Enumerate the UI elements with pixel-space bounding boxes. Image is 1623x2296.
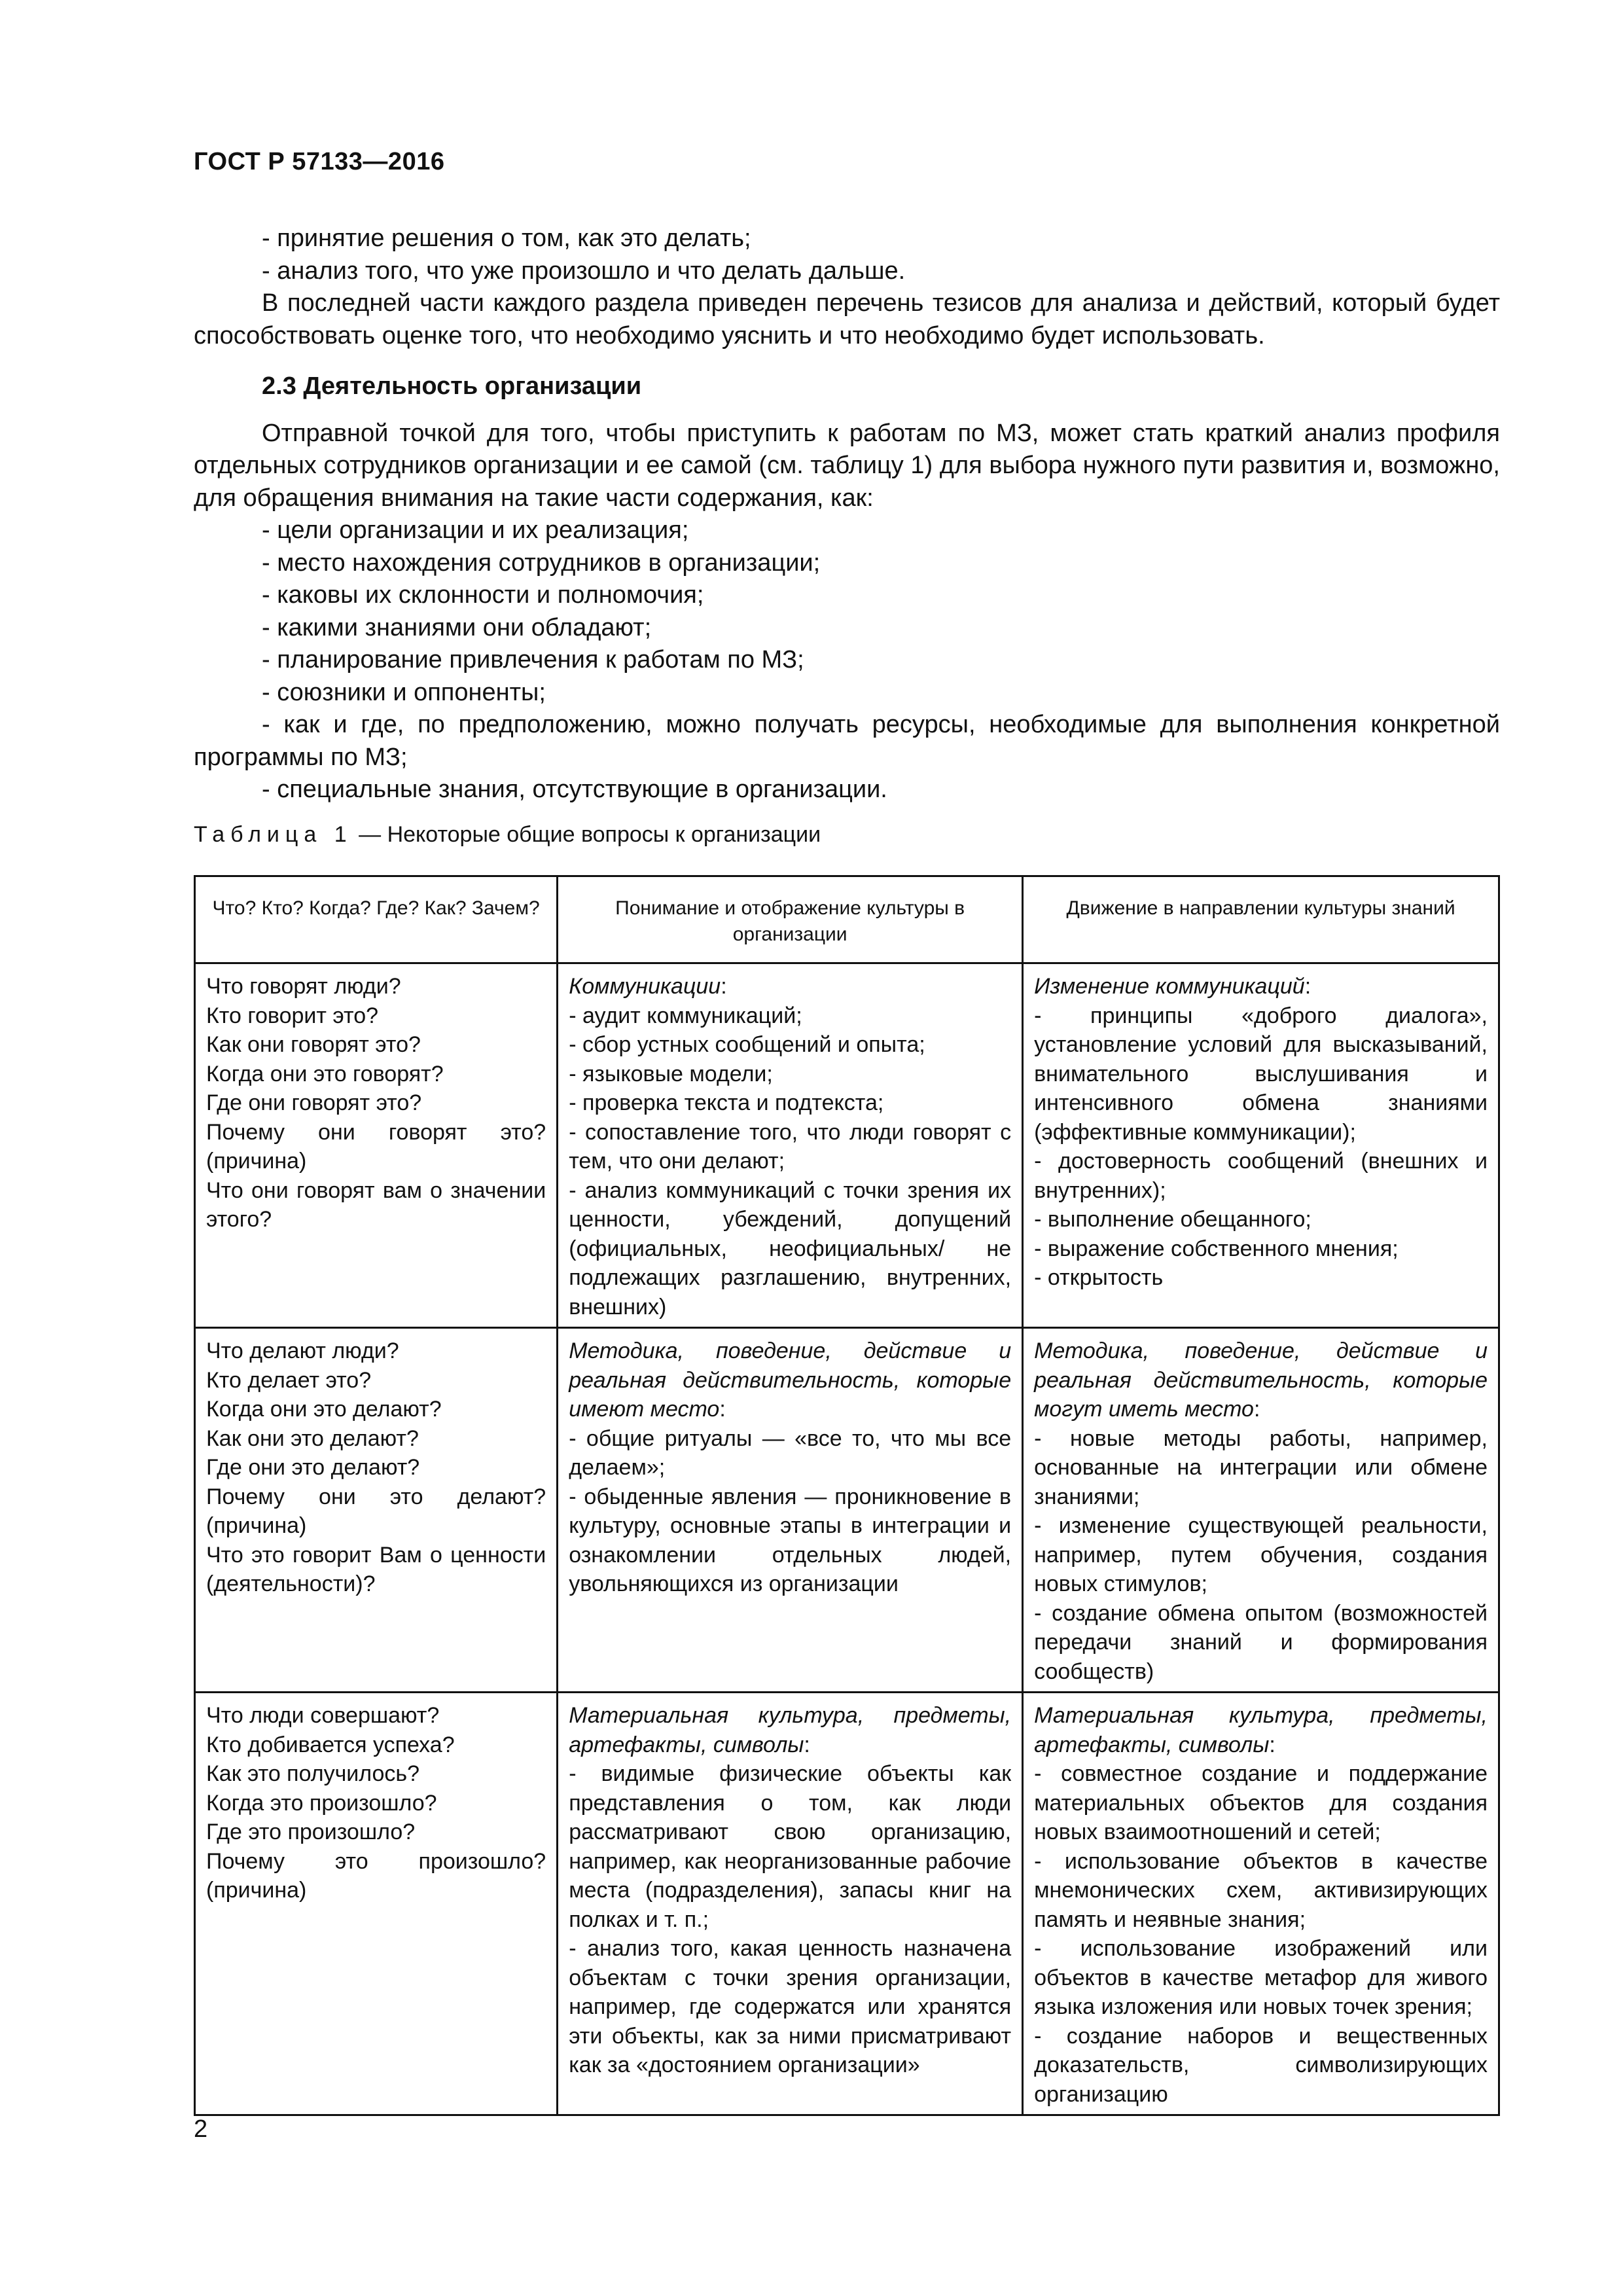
cell-item: - обыденные явления — проникновение в культуру, основные этапы в интеграции и ознакомлении отдельных людей, увольняющихся из организации <box>569 1484 1012 1596</box>
question-line: Что они говорят вам о значении этого? <box>206 1177 546 1232</box>
section-paragraph: Отправной точкой для того, чтобы приступить к работам по МЗ, может стать краткий анализ профиля отдельных сотрудников организации и ее самой (см. таблицу 1) для выбора нужного пути развития и, возможно, для обращения внимания на такие части содержания, как: <box>194 419 1500 512</box>
page-number: 2 <box>194 2115 208 2143</box>
list-item: - союзники и оппоненты; <box>262 678 546 706</box>
question-cell <box>195 963 558 1328</box>
cell-item: - сопоставление того, что люди говорят с тем, что они делают; <box>569 1119 1012 1174</box>
cell-title: Коммуникации <box>569 974 721 999</box>
list-item: - место нахождения сотрудников в организации; <box>262 548 821 577</box>
cell-item: - анализ коммуникаций с точки зрения их ценности, убеждений, допущений (официальных, неофициальных/ не подлежащих разглашению, внутренних, внешних) <box>569 1177 1012 1319</box>
column-header: Понимание и отображение культуры в организации <box>558 876 1023 963</box>
cell-title-line: Методика, поведение, действие и реальная действительность, которые могут иметь место: <box>1034 1338 1488 1422</box>
question-line: Где это произошло? <box>206 1820 416 1844</box>
body-text <box>194 223 1500 806</box>
question-line: Когда это произошло? <box>206 1790 437 1816</box>
column-header: Что? Кто? Когда? Где? Как? Зачем? <box>195 876 558 963</box>
cell-item: - изменение существующей реальности, например, путем обучения, создания новых стимулов; <box>1034 1513 1488 1596</box>
section-title: 2.3 Деятельность организации <box>262 372 642 400</box>
cell-item: - анализ того, какая ценность назначена объектам с точки зрения организации, например, где содержатся или хранятся эти объекты, как за ними присматривают как за «достоянием организации» <box>569 1936 1012 2077</box>
cell-item: - создание наборов и вещественных доказательств, символизирующих организацию <box>1034 2023 1488 2107</box>
cell-item: - аудит коммуникаций; <box>569 1003 802 1028</box>
cell-title-line: Методика, поведение, действие и реальная действительность, которые имеют место: <box>569 1338 1012 1422</box>
intro-paragraph: В последней части каждого раздела приведен перечень тезисов для анализа и действий, который будет способствовать оценке того, что необходимо уяснить и что необходимо будет использовать. <box>194 289 1500 350</box>
question-cell <box>195 1693 558 2115</box>
question-line: Что это говорит Вам о ценности (деятельности)? <box>206 1542 546 1596</box>
cell-item: - сбор устных сообщений и опыта; <box>569 1032 925 1057</box>
table-caption <box>194 822 821 848</box>
cell-item: - видимые физические объекты как представления о том, как люди рассматривают свою организацию, например, как неорганизованные рабочие места (подразделения), запасы книг на полках и т. п.; <box>569 1761 1012 1932</box>
list-item: - каковы их склонности и полномочия; <box>262 581 704 609</box>
cell-title-line: Коммуникации: <box>569 974 727 999</box>
question-line: Что говорят люди? <box>206 974 401 999</box>
intro-line: - анализ того, что уже произошло и что делать дальше. <box>262 257 906 285</box>
cell-title: Методика, поведение, действие и реальная действительность, которые имеют место <box>569 1338 1012 1422</box>
list-item: - планирование привлечения к работам по МЗ; <box>262 646 804 673</box>
cell-item: - языковые модели; <box>569 1061 773 1086</box>
list-item: - специальные знания, отсутствующие в организации. <box>262 776 887 803</box>
table-row <box>195 1328 1499 1693</box>
cell-item: - открытость <box>1034 1265 1164 1290</box>
cell-item: - совместное создание и поддержание материальных объектов для создания новых взаимоотношений и сетей; <box>1034 1761 1488 1844</box>
cell-title: Материальная культура, предметы, артефакты, символы <box>1034 1703 1488 1757</box>
cell-item: - выражение собственного мнения; <box>1034 1236 1399 1261</box>
question-line: Когда они это делают? <box>206 1397 442 1422</box>
table-row <box>195 963 1499 1328</box>
question-line: Кто говорит это? <box>206 1003 379 1028</box>
cell-title-line: Материальная культура, предметы, артефакты, символы: <box>569 1703 1012 1757</box>
document-header: ГОСТ Р 57133—2016 <box>194 148 445 175</box>
cell-item: - общие ритуалы — «все то, что мы все делаем»; <box>569 1426 1012 1480</box>
cell-item: - выполнение обещанного; <box>1034 1207 1311 1232</box>
cell-item: - новые методы работы, например, основанные на интеграции или обмене знаниями; <box>1034 1426 1488 1509</box>
table-header-row <box>195 876 1499 963</box>
question-line: Кто делает это? <box>206 1367 372 1393</box>
cell-item: - проверка текста и подтекста; <box>569 1090 884 1115</box>
question-line: Как они говорят это? <box>206 1032 421 1057</box>
question-line: Почему они говорят это? (причина) <box>206 1119 546 1174</box>
table-caption-label: Таблица 1 <box>194 822 353 847</box>
culture-cell <box>558 1693 1023 2115</box>
list-item: - цели организации и их реализация; <box>262 516 689 544</box>
culture-cell <box>558 1328 1023 1693</box>
question-line: Где они говорят это? <box>206 1090 422 1115</box>
list-item: - как и где, по предположению, можно получать ресурсы, необходимые для выполнения конкретной программы по МЗ; <box>194 711 1500 771</box>
culture-cell <box>558 963 1023 1328</box>
cell-title: Методика, поведение, действие и реальная действительность, которые могут иметь место <box>1034 1338 1488 1422</box>
cell-title: Изменение коммуникаций <box>1034 974 1305 999</box>
list-item: - какими знаниями они обладают; <box>262 613 652 641</box>
question-line: Почему это произошло? (причина) <box>206 1848 546 1903</box>
intro-line: - принятие решения о том, как это делать; <box>262 224 751 252</box>
cell-title-line: Изменение коммуникаций: <box>1034 974 1311 999</box>
table-row <box>195 1693 1499 2115</box>
cell-title-line: Материальная культура, предметы, артефакты, символы: <box>1034 1703 1488 1757</box>
question-line: Где они это делают? <box>206 1455 420 1480</box>
question-line: Что делают люди? <box>206 1338 399 1363</box>
question-line: Кто добивается успеха? <box>206 1732 455 1757</box>
cell-item: - принципы «доброго диалога», установление условий для высказываний, внимательного выслушивания и интенсивного обмена знаниями (эффективные коммуникации); <box>1034 1003 1488 1145</box>
question-cell <box>195 1328 558 1693</box>
question-line: Почему они это делают? (причина) <box>206 1484 546 1538</box>
knowledge-culture-cell <box>1023 963 1499 1328</box>
knowledge-culture-cell <box>1023 1693 1499 2115</box>
column-header: Движение в направлении культуры знаний <box>1023 876 1499 963</box>
question-line: Что люди совершают? <box>206 1703 440 1728</box>
cell-item: - использование объектов в качестве мнемонических схем, активизирующих память и неявные знания; <box>1034 1848 1488 1932</box>
table-caption-text: — Некоторые общие вопросы к организации <box>352 822 821 847</box>
cell-item: - достоверность сообщений (внешних и внутренних); <box>1034 1149 1488 1203</box>
table-1 <box>194 875 1500 2116</box>
question-line: Как это получилось? <box>206 1761 420 1786</box>
cell-title: Материальная культура, предметы, артефакты, символы <box>569 1703 1012 1757</box>
question-line: Как они это делают? <box>206 1426 419 1451</box>
question-line: Когда они это говорят? <box>206 1061 444 1086</box>
cell-item: - использование изображений или объектов в качестве метафор для живого языка изложения или новых точек зрения; <box>1034 1936 1488 2019</box>
cell-item: - создание обмена опытом (возможностей передачи знаний и формирования сообществ) <box>1034 1600 1488 1684</box>
knowledge-culture-cell <box>1023 1328 1499 1693</box>
